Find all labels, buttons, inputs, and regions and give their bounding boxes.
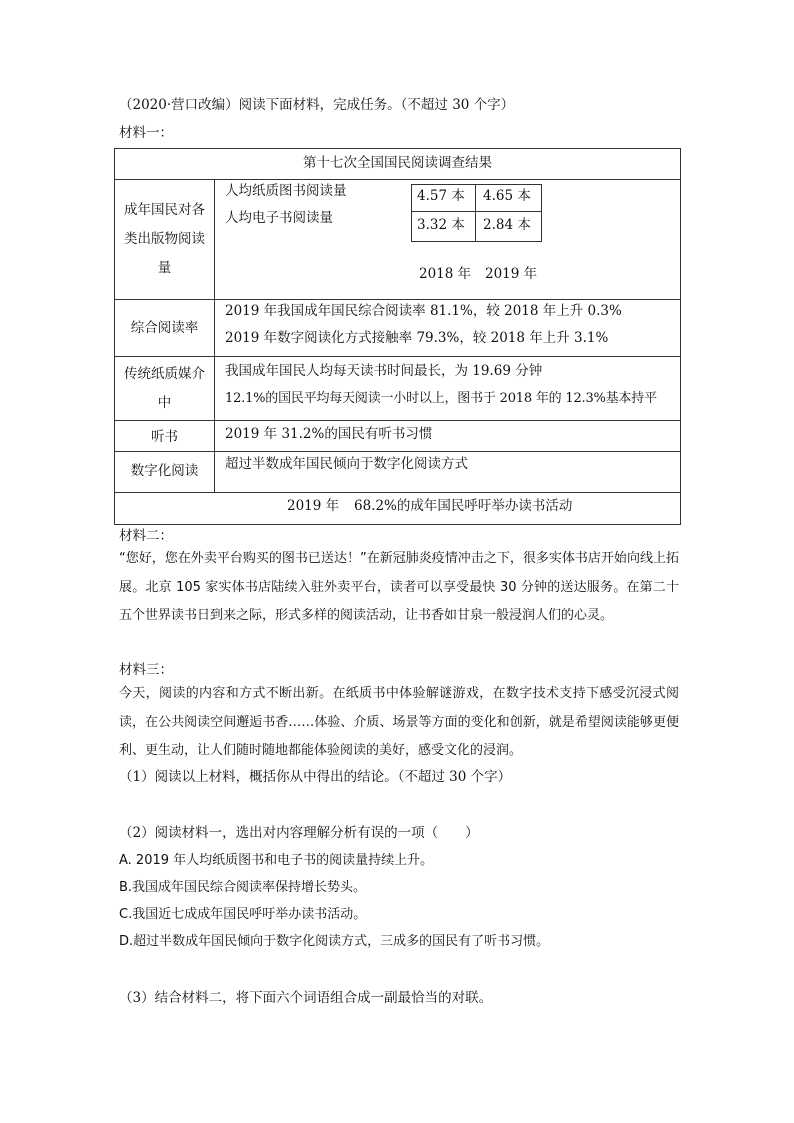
- ebook-label: 人均电子书阅读量: [225, 210, 333, 226]
- material3-text: 今天，阅读的内容和方式不断出新。在纸质书中体验解谜游戏，在数字技术支持下感受沉浸式阅读，在公共阅读空间邂逅书香……体验、介质、场景等方面的变化和创新，就是希望阅读能够更便利、更生动，让人们随时随地都能体验阅读的美好，感受文化的浸润。: [119, 686, 679, 758]
- row-label-audiobook: 听书: [151, 429, 178, 445]
- question-2-option-c: C.我国近七成成年国民呼吁举办读书活动。: [119, 907, 367, 922]
- year-2018-label: 2018 年: [419, 266, 472, 282]
- footer-text: 68.2%的成年国民呼吁举办读书活动: [354, 498, 573, 514]
- footer-year: 2019 年: [287, 498, 340, 514]
- table-title: 第十七次全国国民阅读调查结果: [303, 155, 492, 171]
- audiobook-line: 2019 年 31.2%的国民有听书习惯: [225, 426, 433, 442]
- question-2-option-b: B.我国成年国民综合阅读率保持增长势头。: [119, 880, 367, 895]
- row-label-traditional-media: 传统纸质媒介 中: [124, 366, 205, 411]
- material2-text: “您好，您在外卖平台购买的图书已送达！”在新冠肺炎疫情冲击之下，很多实体书店开始向线上拓展。北京 105 家实体书店陆续入驻外卖平台，读者可以享受最快 30 分钟的送达服务。在第二十五个世界读书日到来之际，形式多样的阅读活动，让书香如甘泉一般浸润人们的心灵。: [119, 551, 679, 623]
- traditional-media-line-1: 我国成年国民人均每天读书时间最长，为 19.69 分钟: [225, 363, 543, 379]
- paper-book-label: 人均纸质图书阅读量: [225, 183, 347, 199]
- question-3: （3）结合材料二，将下面六个词语组合成一副最恰当的对联。: [119, 990, 493, 1006]
- ebook-2019-value: 2.84 本: [483, 217, 531, 233]
- ebook-2018-value: 3.32 本: [417, 217, 465, 233]
- material3-label: 材料三：: [119, 662, 173, 678]
- material2-label: 材料二：: [119, 528, 173, 544]
- question-1: （1）阅读以上材料，概括你从中得出的结论。（不超过 30 个字）: [119, 769, 512, 785]
- comprehensive-rate-line-1: 2019 年我国成年国民综合阅读率 81.1%，较 2018 年上升 0.3%: [225, 303, 622, 319]
- row-label-reading-volume: 成年国民对各 类出版物阅读 量: [124, 202, 205, 276]
- row-label-comprehensive-rate: 综合阅读率: [130, 320, 199, 336]
- question-header: （2020·营口改编）阅读下面材料，完成任务。（不超过 30 个字）: [119, 97, 515, 113]
- paper-2019-value: 4.65 本: [483, 188, 531, 204]
- paper-2018-value: 4.57 本: [417, 188, 465, 204]
- question-2-option-a: A. 2019 年人均纸质图书和电子书的阅读量持续上升。: [119, 853, 434, 868]
- digital-reading-line: 超过半数成年国民倾向于数字化阅读方式: [225, 456, 468, 472]
- row-label-digital-reading: 数字化阅读: [130, 463, 199, 479]
- comprehensive-rate-line-2: 2019 年数字阅读化方式接触率 79.3%，较 2018 年上升 3.1%: [225, 330, 609, 346]
- question-2-option-d: D.超过半数成年国民倾向于数字化阅读方式，三成多的国民有了听书习惯。: [119, 934, 550, 949]
- material1-label: 材料一：: [119, 125, 173, 141]
- question-2-stem: （2）阅读材料一，选出对内容理解分析有误的一项（ ）: [119, 825, 479, 841]
- year-2019-label: 2019 年: [485, 266, 538, 282]
- traditional-media-line-2: 12.1%的国民平均每天阅读一小时以上，图书于 2018 年的 12.3%基本持平: [225, 391, 657, 406]
